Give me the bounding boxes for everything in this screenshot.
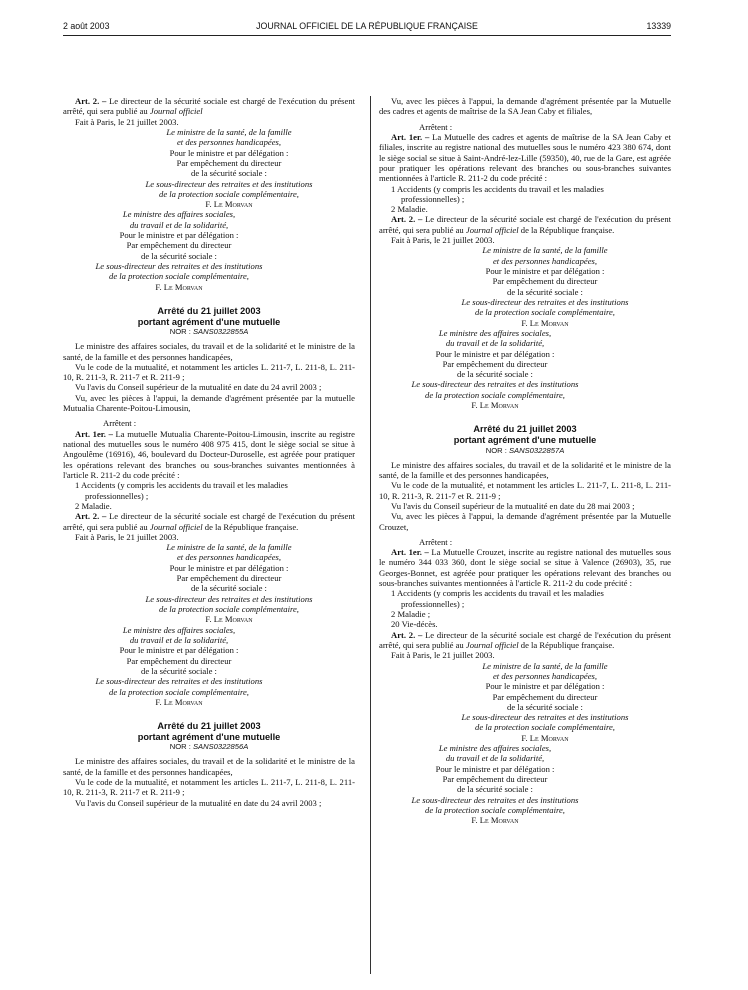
visa-paragraph: Vu l'avis du Conseil supérieur de la mutualité en date du 24 avril 2003 ;	[75, 797, 322, 808]
signature-block-affaires: Le ministre des affaires sociales, du travail et de la solidarité, Pour le ministre et par délégation : Par empêchement du directeur de la sécurité sociale : Le sous-directeur des retraites et des institutions de la protection sociale complémentaire, F. Le Morvan	[379, 328, 671, 411]
signatory-name: F. Le Morvan	[205, 614, 253, 625]
branches-list	[379, 588, 671, 629]
nor-reference: NOR : SANS0322856A	[169, 742, 249, 752]
visa-paragraph: Vu l'avis du Conseil supérieur de la mutualité en date du 24 avril 2003 ;	[75, 382, 322, 393]
visa-paragraph: Le ministre des affaires sociales, du travail et de la solidarité et le ministre de la santé, de la famille et des personnes handicapées,	[63, 341, 355, 362]
column-divider	[370, 96, 371, 974]
signatory-name: F. Le Morvan	[521, 732, 569, 743]
visa-paragraph: Le ministre des affaires sociales, du travail et de la solidarité et le ministre de la santé, de la famille et des personnes handicapées,	[63, 756, 355, 777]
fait-a-paris: Fait à Paris, le 21 juillet 2003.	[75, 116, 179, 127]
article-1-paragraph: Art. 1er. – La Mutuelle Crouzet, inscrite au registre national des mutuelles sous le numéro 344 033 360, dont le siège social se situe à Valence (26903), 35, rue Georges-Bonnet, est agréée pour pratiquer les opérations relevant des branches ou sous-branches suivantes mentionnées à l'article R. 211-2 du code précité :	[379, 547, 671, 589]
article-1-paragraph: Art. 1er. – La mutuelle Mutualia Charente-Poitou-Limousin, inscrite au registre national des mutuelles sous le numéro 408 975 415, dont le siège social se situe à Angoulême (16916), 46, boulevard du Docteur-Duroselle, est agréée pour pratiquer les opérations relevant des branches ou sous-branches suivantes mentionnées à l'article R. 211-2 du code précité :	[63, 428, 355, 480]
list-item: 1 Accidents (y compris les accidents du travail et les maladies	[391, 183, 604, 194]
signature-block-affaires: Le ministre des affaires sociales, du travail et de la solidarité, Pour le ministre et par délégation : Par empêchement du directeur de la sécurité sociale : Le sous-directeur des retraites et des institutions de la protection sociale complémentaire, F. Le Morvan	[379, 743, 671, 826]
branches-list	[379, 184, 671, 215]
arrete-title: Arrêté du 21 juillet 2003 portant agrément d'une mutuelle	[137, 721, 281, 742]
article-1-paragraph: Art. 1er. – La Mutuelle des cadres et agents de maîtrise de la SA Jean Caby et filiales, inscrite au registre national des mutuelles sous le numéro 423 380 674, dont le siège social se situe à Saint-André-lez-Lille (59350), 40, rue de la Gare, est agréée pour pratiquer les opérations relevant des branches ou sous-branches suivantes mentionnées à l'article R. 211-2 du code précité :	[379, 131, 671, 184]
signature-block-sante: Le ministre de la santé, de la famille et des personnes handicapées, Pour le ministre et par délégation : Par empêchement du directeur de la sécurité sociale : Le sous-directeur des retraites et des institutions de la protection sociale complémentaire, F. Le Morvan	[379, 245, 671, 328]
arretent-line: Arrêtent :	[419, 536, 453, 547]
left-column	[63, 96, 355, 808]
article-2-paragraph: Art. 2. – Le directeur de la sécurité sociale est chargé de l'exécution du présent arrêté, qui sera publié au Journal officiel	[63, 96, 356, 117]
visa-paragraph: Vu l'avis du Conseil supérieur de la mutualité en date du 28 mai 2003 ;	[391, 500, 635, 511]
visa-paragraph: Vu, avec les pièces à l'appui, la demande d'agrément présentée par la Mutuelle des cadres et agents de maîtrise de la SA Jean Caby et filiales,	[379, 96, 671, 117]
arretent-line: Arrêtent :	[419, 121, 453, 132]
article-2-paragraph: Art. 2. – Le directeur de la sécurité sociale est chargé de l'exécution du présent arrêté, qui sera publié au Journal officiel de la République française.	[379, 214, 672, 235]
article-2-paragraph: Art. 2. – Le directeur de la sécurité sociale est chargé de l'exécution du présent arrêté, qui sera publié au Journal officiel de la République française.	[63, 511, 356, 532]
header-journal-title: JOURNAL OFFICIEL DE LA RÉPUBLIQUE FRANÇAISE	[256, 21, 478, 31]
list-item: 2 Maladie ;	[391, 609, 431, 620]
list-item: 1 Accidents (y compris les accidents du travail et les maladies	[75, 480, 288, 491]
signature-block-sante: Le ministre de la santé, de la famille et des personnes handicapées, Pour le ministre et par délégation : Par empêchement du directeur de la sécurité sociale : Le sous-directeur des retraites et des institutions de la protection sociale complémentaire, F. Le Morvan	[379, 661, 671, 744]
signatory-name: F. Le Morvan	[471, 400, 519, 411]
signatory-name: F. Le Morvan	[155, 696, 203, 707]
page-header	[63, 21, 671, 36]
fait-a-paris: Fait à Paris, le 21 juillet 2003.	[75, 531, 179, 542]
signatory-name: F. Le Morvan	[471, 815, 519, 826]
article-label: Art. 2. –	[75, 96, 107, 106]
list-item: 2 Maladie.	[75, 500, 112, 511]
header-page-number: 13339	[646, 21, 671, 31]
signature-block-sante: Le ministre de la santé, de la famille et des personnes handicapées, Pour le ministre et par délégation : Par empêchement du directeur de la sécurité sociale : Le sous-directeur des retraites et des institutions de la protection sociale complémentaire, F. Le Morvan	[63, 542, 355, 625]
branches-list	[63, 480, 355, 511]
right-column	[379, 96, 671, 826]
arretent-line: Arrêtent :	[103, 418, 137, 429]
signatory-name: F. Le Morvan	[521, 317, 569, 328]
nor-reference: NOR : SANS0322855A	[169, 327, 249, 337]
fait-a-paris: Fait à Paris, le 21 juillet 2003.	[391, 650, 495, 661]
article-2-paragraph: Art. 2. – Le directeur de la sécurité sociale est chargé de l'exécution du présent arrêté, qui sera publié au Journal officiel de la République française.	[379, 629, 672, 650]
signatory-name: F. Le Morvan	[155, 281, 203, 292]
list-item: 1 Accidents (y compris les accidents du travail et les maladies	[391, 588, 604, 599]
signatory-name: F. Le Morvan	[205, 199, 253, 210]
fait-a-paris: Fait à Paris, le 21 juillet 2003.	[391, 235, 495, 246]
visa-paragraph: Vu le code de la mutualité, et notamment les articles L. 211-7, L. 211-8, L. 211-10, R. 211-3, R. 211-7 et R. 211-9 ;	[63, 361, 355, 383]
visa-paragraph: Vu, avec les pièces à l'appui, la demande d'agrément présentée par la mutuelle Mutualia Charente-Poitou-Limousin,	[63, 392, 355, 414]
list-item: 20 Vie-décès.	[391, 619, 438, 630]
header-date: 2 août 2003	[63, 21, 110, 31]
signature-block-affaires: Le ministre des affaires sociales, du travail et de la solidarité, Pour le ministre et par délégation : Par empêchement du directeur de la sécurité sociale : Le sous-directeur des retraites et des institutions de la protection sociale complémentaire, F. Le Morvan	[63, 625, 355, 708]
signature-block-sante: Le ministre de la santé, de la famille et des personnes handicapées, Pour le ministre et par délégation : Par empêchement du directeur de la sécurité sociale : Le sous-directeur des retraites et des institutions de la protection sociale complémentaire, F. Le Morvan	[63, 127, 355, 210]
visa-paragraph: Le ministre des affaires sociales, du travail et de la solidarité et le ministre de la santé, de la famille et des personnes handicapées,	[379, 459, 671, 480]
list-item: professionnelles) ;	[401, 598, 465, 609]
arrete-title: Arrêté du 21 juillet 2003 portant agrément d'une mutuelle	[453, 424, 597, 445]
list-item: professionnelles) ;	[401, 193, 465, 204]
visa-paragraph: Vu, avec les pièces à l'appui, la demande d'agrément présentée par la Mutuelle Crouzet,	[379, 511, 671, 532]
nor-reference: NOR : SANS0322857A	[485, 445, 565, 455]
visa-paragraph: Vu le code de la mutualité, et notamment les articles L. 211-7, L. 211-8, L. 211-10, R. 211-3, R. 211-7 et R. 211-9 ;	[379, 480, 671, 501]
signature-block-affaires: Le ministre des affaires sociales, du travail et de la solidarité, Pour le ministre et par délégation : Par empêchement du directeur de la sécurité sociale : Le sous-directeur des retraites et des institutions de la protection sociale complémentaire, F. Le Morvan	[63, 209, 355, 292]
list-item: professionnelles) ;	[85, 490, 149, 501]
arrete-title: Arrêté du 21 juillet 2003 portant agrément d'une mutuelle	[137, 305, 281, 327]
visa-paragraph: Vu le code de la mutualité, et notamment les articles L. 211-7, L. 211-8, L. 211-10, R. 211-3, R. 211-7 et R. 211-9 ;	[63, 777, 355, 798]
list-item: 2 Maladie.	[391, 204, 428, 215]
